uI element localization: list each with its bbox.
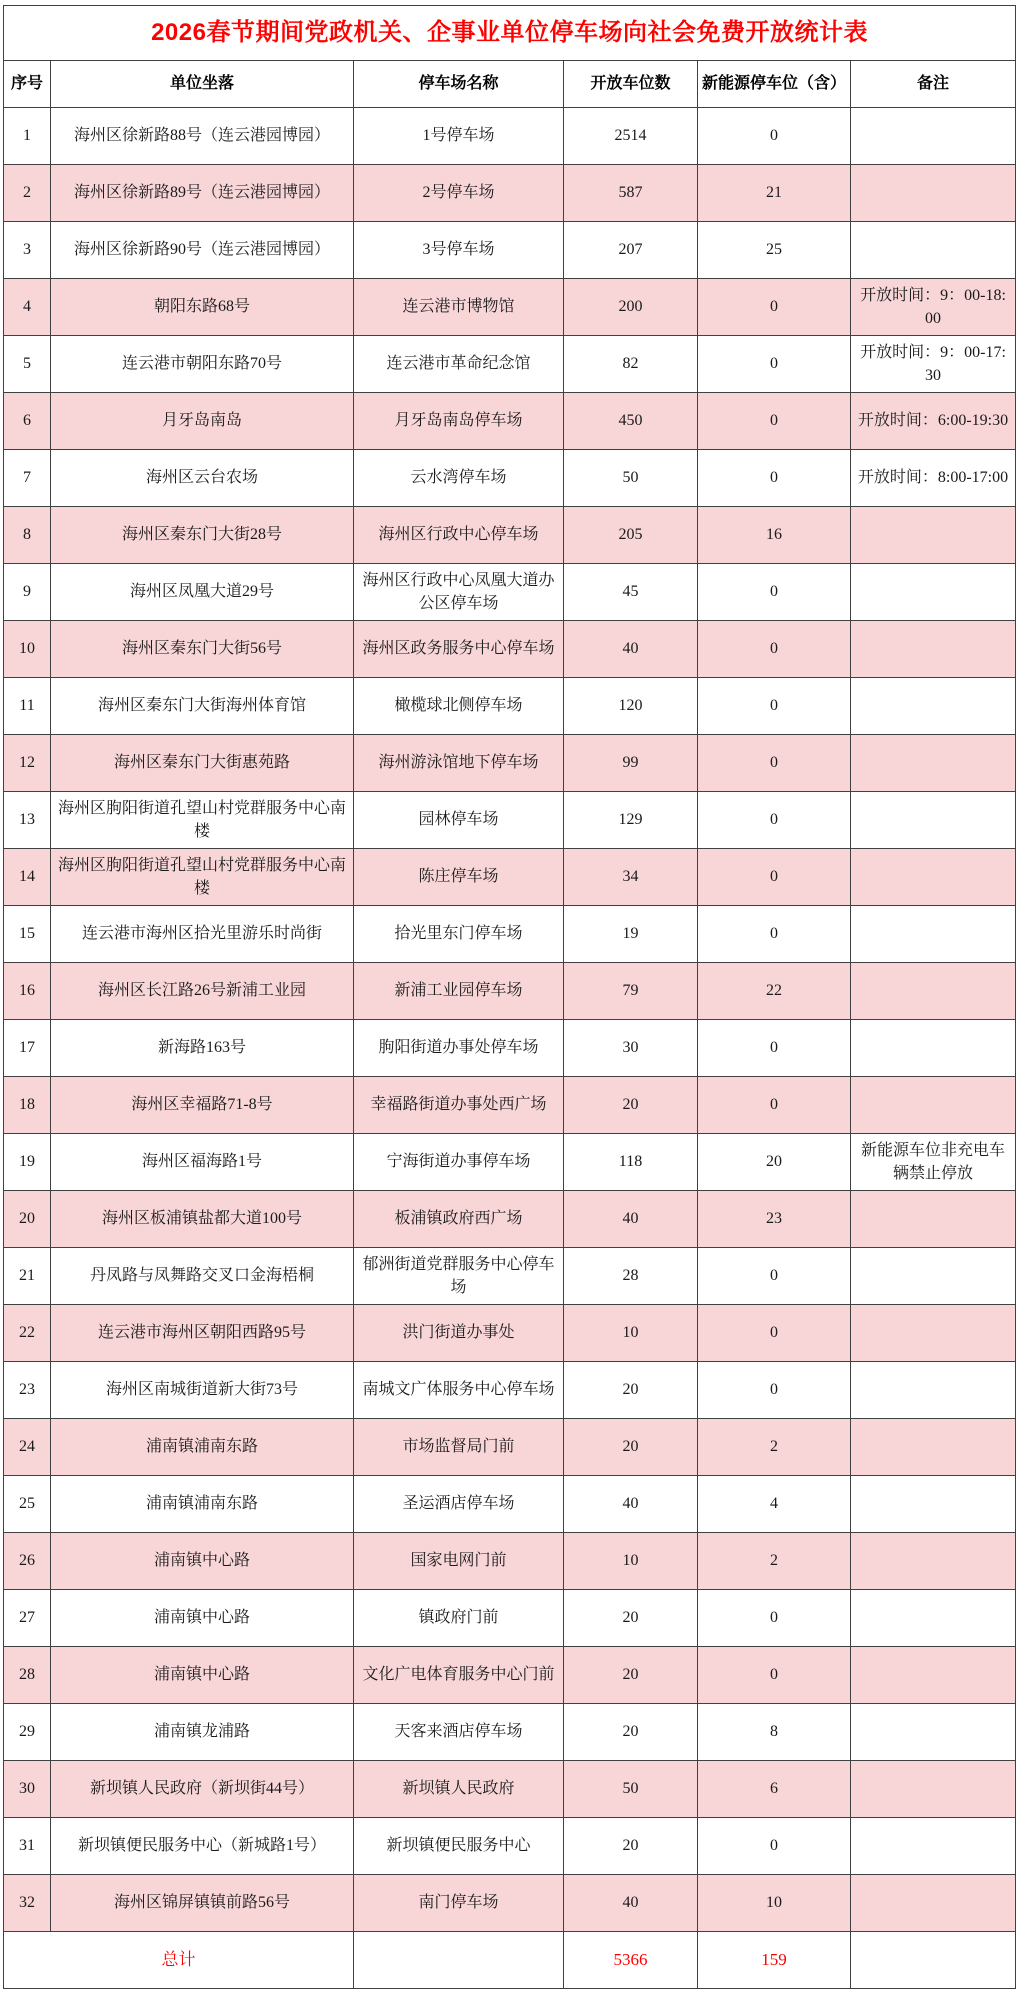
column-header-row <box>4 61 1016 108</box>
cell-ev-spaces: 8 <box>698 1704 851 1761</box>
cell-open-spaces: 45 <box>564 564 698 621</box>
cell-parking-name: 1号停车场 <box>354 108 564 165</box>
cell-open-spaces: 82 <box>564 336 698 393</box>
cell-parking-name: 海州区行政中心停车场 <box>354 507 564 564</box>
cell-open-spaces: 20 <box>564 1818 698 1875</box>
cell-remark <box>851 507 1016 564</box>
cell-parking-name: 连云港市博物馆 <box>354 279 564 336</box>
table-row <box>4 1419 1016 1476</box>
cell-address: 海州区长江路26号新浦工业园 <box>51 963 354 1020</box>
parking-table <box>3 5 1016 1989</box>
table-row <box>4 564 1016 621</box>
cell-address: 海州区云台农场 <box>51 450 354 507</box>
page <box>3 5 1017 1989</box>
total-label: 总计 <box>4 1932 354 1989</box>
table-row <box>4 1476 1016 1533</box>
cell-ev-spaces: 0 <box>698 1020 851 1077</box>
cell-address: 海州区秦东门大街惠苑路 <box>51 735 354 792</box>
cell-remark <box>851 564 1016 621</box>
table-row <box>4 906 1016 963</box>
cell-address: 海州区福海路1号 <box>51 1134 354 1191</box>
cell-open-spaces: 40 <box>564 1476 698 1533</box>
cell-address: 浦南镇中心路 <box>51 1647 354 1704</box>
cell-ev-spaces: 21 <box>698 165 851 222</box>
cell-ev-spaces: 0 <box>698 1248 851 1305</box>
cell-parking-name: 拾光里东门停车场 <box>354 906 564 963</box>
cell-no: 2 <box>4 165 51 222</box>
cell-no: 12 <box>4 735 51 792</box>
table-row <box>4 621 1016 678</box>
cell-address: 丹凤路与凤舞路交叉口金海梧桐 <box>51 1248 354 1305</box>
table-row <box>4 1077 1016 1134</box>
cell-address: 海州区锦屏镇镇前路56号 <box>51 1875 354 1932</box>
cell-open-spaces: 118 <box>564 1134 698 1191</box>
cell-no: 22 <box>4 1305 51 1362</box>
table-row <box>4 1020 1016 1077</box>
cell-address: 海州区徐新路89号（连云港园博园） <box>51 165 354 222</box>
cell-parking-name: 新坝镇人民政府 <box>354 1761 564 1818</box>
cell-no: 9 <box>4 564 51 621</box>
cell-no: 20 <box>4 1191 51 1248</box>
cell-open-spaces: 20 <box>564 1362 698 1419</box>
cell-open-spaces: 30 <box>564 1020 698 1077</box>
cell-open-spaces: 28 <box>564 1248 698 1305</box>
cell-remark: 开放时间：8:00-17:00 <box>851 450 1016 507</box>
cell-ev-spaces: 2 <box>698 1533 851 1590</box>
cell-remark <box>851 1248 1016 1305</box>
cell-remark <box>851 1704 1016 1761</box>
cell-no: 11 <box>4 678 51 735</box>
cell-remark <box>851 1818 1016 1875</box>
cell-ev-spaces: 0 <box>698 564 851 621</box>
column-header: 停车场名称 <box>354 61 564 108</box>
cell-no: 32 <box>4 1875 51 1932</box>
cell-no: 14 <box>4 849 51 906</box>
cell-parking-name: 板浦镇政府西广场 <box>354 1191 564 1248</box>
cell-parking-name: 郁洲街道党群服务中心停车场 <box>354 1248 564 1305</box>
cell-open-spaces: 450 <box>564 393 698 450</box>
cell-ev-spaces: 0 <box>698 1818 851 1875</box>
cell-address: 浦南镇龙浦路 <box>51 1704 354 1761</box>
column-header: 开放车位数 <box>564 61 698 108</box>
cell-ev-spaces: 25 <box>698 222 851 279</box>
cell-address: 朝阳东路68号 <box>51 279 354 336</box>
cell-address: 海州区凤凰大道29号 <box>51 564 354 621</box>
cell-parking-name: 圣运酒店停车场 <box>354 1476 564 1533</box>
cell-no: 17 <box>4 1020 51 1077</box>
table-row <box>4 963 1016 1020</box>
table-row <box>4 507 1016 564</box>
table-row <box>4 849 1016 906</box>
table-row <box>4 1818 1016 1875</box>
cell-ev-spaces: 0 <box>698 735 851 792</box>
cell-no: 26 <box>4 1533 51 1590</box>
cell-address: 海州区秦东门大街56号 <box>51 621 354 678</box>
cell-open-spaces: 50 <box>564 1761 698 1818</box>
cell-no: 28 <box>4 1647 51 1704</box>
cell-open-spaces: 20 <box>564 1647 698 1704</box>
cell-address: 新海路163号 <box>51 1020 354 1077</box>
cell-ev-spaces: 0 <box>698 279 851 336</box>
cell-parking-name: 镇政府门前 <box>354 1590 564 1647</box>
cell-open-spaces: 20 <box>564 1419 698 1476</box>
cell-remark <box>851 222 1016 279</box>
cell-remark <box>851 1533 1016 1590</box>
cell-address: 月牙岛南岛 <box>51 393 354 450</box>
cell-ev-spaces: 16 <box>698 507 851 564</box>
cell-address: 海州区幸福路71-8号 <box>51 1077 354 1134</box>
cell-remark <box>851 1647 1016 1704</box>
table-row <box>4 1362 1016 1419</box>
cell-no: 4 <box>4 279 51 336</box>
cell-address: 海州区板浦镇盐都大道100号 <box>51 1191 354 1248</box>
cell-open-spaces: 79 <box>564 963 698 1020</box>
cell-open-spaces: 19 <box>564 906 698 963</box>
table-row <box>4 279 1016 336</box>
column-header: 序号 <box>4 61 51 108</box>
cell-remark <box>851 1077 1016 1134</box>
cell-address: 新坝镇人民政府（新坝街44号） <box>51 1761 354 1818</box>
cell-ev-spaces: 6 <box>698 1761 851 1818</box>
cell-open-spaces: 99 <box>564 735 698 792</box>
cell-parking-name: 连云港市革命纪念馆 <box>354 336 564 393</box>
cell-no: 3 <box>4 222 51 279</box>
cell-address: 海州区徐新路90号（连云港园博园） <box>51 222 354 279</box>
table-row <box>4 1533 1016 1590</box>
total-remark-cell <box>851 1932 1016 1989</box>
cell-remark: 开放时间：9：00-18:00 <box>851 279 1016 336</box>
cell-remark <box>851 1476 1016 1533</box>
cell-no: 25 <box>4 1476 51 1533</box>
cell-open-spaces: 40 <box>564 621 698 678</box>
cell-open-spaces: 200 <box>564 279 698 336</box>
table-row <box>4 222 1016 279</box>
cell-address: 浦南镇浦南东路 <box>51 1419 354 1476</box>
cell-address: 海州区秦东门大街海州体育馆 <box>51 678 354 735</box>
cell-parking-name: 陈庄停车场 <box>354 849 564 906</box>
cell-remark <box>851 849 1016 906</box>
total-row <box>4 1932 1016 1989</box>
table-row <box>4 1875 1016 1932</box>
cell-remark <box>851 1362 1016 1419</box>
cell-parking-name: 宁海街道办事停车场 <box>354 1134 564 1191</box>
total-open-spaces: 5366 <box>564 1932 698 1989</box>
table-row <box>4 165 1016 222</box>
cell-no: 8 <box>4 507 51 564</box>
cell-parking-name: 南门停车场 <box>354 1875 564 1932</box>
cell-address: 海州区徐新路88号（连云港园博园） <box>51 108 354 165</box>
cell-ev-spaces: 20 <box>698 1134 851 1191</box>
column-header: 备注 <box>851 61 1016 108</box>
cell-parking-name: 幸福路街道办事处西广场 <box>354 1077 564 1134</box>
cell-address: 连云港市朝阳东路70号 <box>51 336 354 393</box>
cell-remark <box>851 165 1016 222</box>
cell-open-spaces: 10 <box>564 1305 698 1362</box>
cell-no: 10 <box>4 621 51 678</box>
cell-address: 海州区南城街道新大街73号 <box>51 1362 354 1419</box>
cell-open-spaces: 20 <box>564 1704 698 1761</box>
cell-parking-name: 洪门街道办事处 <box>354 1305 564 1362</box>
cell-open-spaces: 40 <box>564 1191 698 1248</box>
cell-no: 19 <box>4 1134 51 1191</box>
cell-no: 16 <box>4 963 51 1020</box>
title-row <box>4 6 1016 61</box>
total-ev-spaces: 159 <box>698 1932 851 1989</box>
cell-remark <box>851 621 1016 678</box>
cell-parking-name: 新坝镇便民服务中心 <box>354 1818 564 1875</box>
cell-address: 连云港市海州区拾光里游乐时尚街 <box>51 906 354 963</box>
cell-parking-name: 天客来酒店停车场 <box>354 1704 564 1761</box>
cell-ev-spaces: 0 <box>698 1590 851 1647</box>
cell-remark <box>851 1419 1016 1476</box>
cell-remark <box>851 108 1016 165</box>
cell-ev-spaces: 22 <box>698 963 851 1020</box>
cell-ev-spaces: 0 <box>698 792 851 849</box>
cell-ev-spaces: 0 <box>698 1362 851 1419</box>
cell-no: 7 <box>4 450 51 507</box>
cell-remark <box>851 1761 1016 1818</box>
cell-parking-name: 海州区行政中心凤凰大道办公区停车场 <box>354 564 564 621</box>
table-row <box>4 336 1016 393</box>
cell-no: 21 <box>4 1248 51 1305</box>
cell-remark <box>851 1305 1016 1362</box>
cell-remark <box>851 735 1016 792</box>
cell-ev-spaces: 0 <box>698 450 851 507</box>
cell-ev-spaces: 0 <box>698 849 851 906</box>
cell-ev-spaces: 4 <box>698 1476 851 1533</box>
cell-ev-spaces: 0 <box>698 336 851 393</box>
cell-parking-name: 云水湾停车场 <box>354 450 564 507</box>
cell-remark <box>851 1191 1016 1248</box>
cell-address: 新坝镇便民服务中心（新城路1号） <box>51 1818 354 1875</box>
table-row <box>4 735 1016 792</box>
cell-open-spaces: 40 <box>564 1875 698 1932</box>
cell-open-spaces: 205 <box>564 507 698 564</box>
cell-parking-name: 海州区政务服务中心停车场 <box>354 621 564 678</box>
cell-parking-name: 海州游泳馆地下停车场 <box>354 735 564 792</box>
cell-parking-name: 橄榄球北侧停车场 <box>354 678 564 735</box>
column-header: 新能源停车位（含） <box>698 61 851 108</box>
cell-no: 18 <box>4 1077 51 1134</box>
cell-remark <box>851 1875 1016 1932</box>
cell-parking-name: 文化广电体育服务中心门前 <box>354 1647 564 1704</box>
cell-parking-name: 新浦工业园停车场 <box>354 963 564 1020</box>
table-row <box>4 450 1016 507</box>
table-row <box>4 1590 1016 1647</box>
cell-remark: 新能源车位非充电车辆禁止停放 <box>851 1134 1016 1191</box>
table-row <box>4 1191 1016 1248</box>
cell-remark <box>851 1020 1016 1077</box>
table-row <box>4 1305 1016 1362</box>
cell-parking-name: 园林停车场 <box>354 792 564 849</box>
cell-ev-spaces: 0 <box>698 1647 851 1704</box>
cell-ev-spaces: 2 <box>698 1419 851 1476</box>
cell-open-spaces: 20 <box>564 1077 698 1134</box>
table-row <box>4 108 1016 165</box>
cell-parking-name: 市场监督局门前 <box>354 1419 564 1476</box>
cell-address: 浦南镇浦南东路 <box>51 1476 354 1533</box>
cell-ev-spaces: 23 <box>698 1191 851 1248</box>
cell-ev-spaces: 0 <box>698 1305 851 1362</box>
cell-no: 13 <box>4 792 51 849</box>
cell-address: 海州区朐阳街道孔望山村党群服务中心南楼 <box>51 849 354 906</box>
cell-ev-spaces: 10 <box>698 1875 851 1932</box>
cell-ev-spaces: 0 <box>698 1077 851 1134</box>
cell-parking-name: 国家电网门前 <box>354 1533 564 1590</box>
cell-address: 连云港市海州区朝阳西路95号 <box>51 1305 354 1362</box>
cell-remark: 开放时间：9：00-17:30 <box>851 336 1016 393</box>
table-row <box>4 1761 1016 1818</box>
cell-ev-spaces: 0 <box>698 678 851 735</box>
cell-open-spaces: 2514 <box>564 108 698 165</box>
cell-remark <box>851 963 1016 1020</box>
cell-no: 29 <box>4 1704 51 1761</box>
cell-no: 1 <box>4 108 51 165</box>
table-row <box>4 1647 1016 1704</box>
cell-address: 浦南镇中心路 <box>51 1590 354 1647</box>
cell-ev-spaces: 0 <box>698 393 851 450</box>
cell-remark <box>851 792 1016 849</box>
cell-no: 30 <box>4 1761 51 1818</box>
cell-ev-spaces: 0 <box>698 906 851 963</box>
cell-no: 23 <box>4 1362 51 1419</box>
cell-parking-name: 朐阳街道办事处停车场 <box>354 1020 564 1077</box>
cell-open-spaces: 34 <box>564 849 698 906</box>
cell-no: 5 <box>4 336 51 393</box>
cell-address: 海州区秦东门大街28号 <box>51 507 354 564</box>
cell-no: 15 <box>4 906 51 963</box>
page-title: 2026春节期间党政机关、企事业单位停车场向社会免费开放统计表 <box>4 6 1016 61</box>
cell-open-spaces: 120 <box>564 678 698 735</box>
table-row <box>4 1704 1016 1761</box>
cell-open-spaces: 10 <box>564 1533 698 1590</box>
cell-address: 海州区朐阳街道孔望山村党群服务中心南楼 <box>51 792 354 849</box>
cell-parking-name: 2号停车场 <box>354 165 564 222</box>
total-name-cell <box>354 1932 564 1989</box>
table-row <box>4 393 1016 450</box>
cell-open-spaces: 207 <box>564 222 698 279</box>
cell-parking-name: 南城文广体服务中心停车场 <box>354 1362 564 1419</box>
cell-open-spaces: 20 <box>564 1590 698 1647</box>
cell-parking-name: 月牙岛南岛停车场 <box>354 393 564 450</box>
cell-remark <box>851 906 1016 963</box>
cell-open-spaces: 50 <box>564 450 698 507</box>
column-header: 单位坐落 <box>51 61 354 108</box>
cell-open-spaces: 587 <box>564 165 698 222</box>
cell-no: 24 <box>4 1419 51 1476</box>
table-row <box>4 678 1016 735</box>
table-row <box>4 792 1016 849</box>
cell-ev-spaces: 0 <box>698 108 851 165</box>
cell-ev-spaces: 0 <box>698 621 851 678</box>
cell-no: 27 <box>4 1590 51 1647</box>
cell-remark <box>851 1590 1016 1647</box>
table-row <box>4 1248 1016 1305</box>
cell-no: 6 <box>4 393 51 450</box>
cell-address: 浦南镇中心路 <box>51 1533 354 1590</box>
cell-no: 31 <box>4 1818 51 1875</box>
cell-remark: 开放时间：6:00-19:30 <box>851 393 1016 450</box>
cell-open-spaces: 129 <box>564 792 698 849</box>
cell-remark <box>851 678 1016 735</box>
cell-parking-name: 3号停车场 <box>354 222 564 279</box>
table-row <box>4 1134 1016 1191</box>
